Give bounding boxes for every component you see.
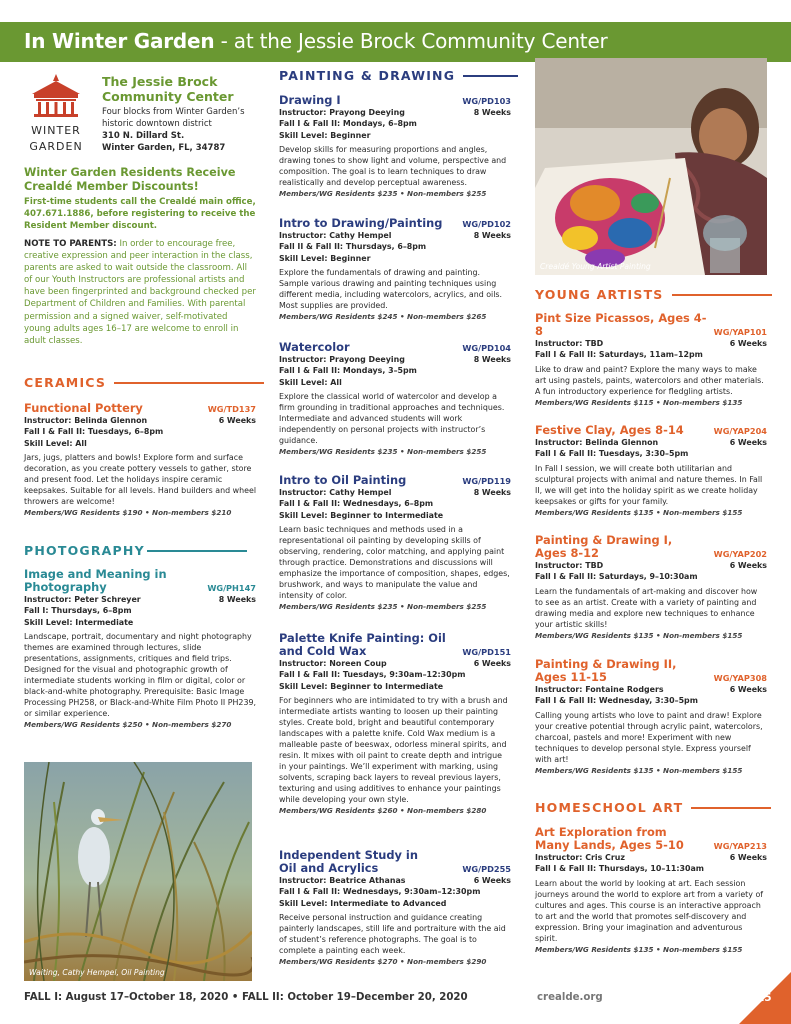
section-young-artists: YOUNG ARTISTS — [535, 287, 772, 302]
young-artist-caption: Crealdé Young Artist Painting — [540, 262, 651, 271]
course-festive-clay: Festive Clay, Ages 8-14 WG/YAP204 Instructor: Belinda Glennon 6 Weeks Fall I & Fall II: Tuesdays, 3:30–5pm In Fall I session, we will create both utilitarian and sculptural projects with animal and nature themes. In Fall II, we will get into the holiday spirit as we create holiday keepsakes or gifts for your family. Members/WG Residents $135 • Non-members $155 — [535, 423, 767, 517]
course-functional-pottery: Functional Pottery WG/TD137 Instructor: Belinda Glennon 6 Weeks Fall I & Fall II: Tuesdays, 6–8pm Skill Level: All Jars, jugs, platters and bowls! Explore form and surface decoration, as you create pottery vessels to gather, store and present food. Let the holidays inspire ceramic keepsakes. Suitable for all levels. Hand builders and wheel throwers are welcome! Members/WG Residents $190 • Non-members $210 — [24, 401, 257, 518]
course-independent-study: Independent Study in Oil and Acrylics WG/PD255 Instructor: Beatrice Athanas 6 Weeks Fall I & Fall II: Wednesdays, 9:30am–12:30pm Skill Level: Intermediate to Advanced Receive personal instruction and guidance creating painterly landscapes, still life and portraiture with the aid of student’s reference photographs. The goal is to complete a painting each week. Members/WG Residents $270 • Non-members $290 — [279, 848, 511, 967]
discount-heading: Winter Garden Residents Receive Crealdé Member Discounts! — [24, 166, 236, 193]
course-intro-drawing-painting: Intro to Drawing/Painting WG/PD102 Instructor: Cathy Hempel 8 Weeks Fall II & Fall II: Thursdays, 6–8pm Skill Level: Beginner Explore the fundamentals of drawing and painting. Sample various drawing and painting techniques using different media, including watercolors, acrylics, and oils. Most supplies are provided. Members/WG Residents $245 • Non-members $265 — [279, 216, 511, 322]
discount-subtext: First-time students call the Crealdé main office, 407.671.1886, before registering to receive the Resident Member discount. — [24, 197, 256, 231]
course-pint-size-picassos: Pint Size Picassos, Ages 4-8 WG/YAP101 Instructor: TBD 6 Weeks Fall I & Fall II: Saturdays, 11am–12pm Like to draw and paint? Explore the many ways to make art using pastels, paints, watercolors and other materials. A fun introductory experience for fledgling artists. Members/WG Residents $115 • Non-members $135 — [535, 311, 767, 407]
footer-website-link[interactable]: crealde.org — [537, 992, 603, 1003]
course-painting-drawing-1: Painting & Drawing I, Ages 8-12 WG/YAP202 Instructor: TBD 6 Weeks Fall I & Fall II: Saturdays, 9–10:30am Learn the fundamentals of art-making and discover how to see as an artist. Create with a variety of painting and drawing media and explore new techniques to enhance your artistic skills! Members/WG Residents $135 • Non-members $155 — [535, 533, 767, 640]
section-homeschool-art: HOMESCHOOL ART — [535, 800, 771, 815]
parents-note: NOTE TO PARENTS: In order to encourage free, creative expression and peer interaction in the class, parents are asked to wait outside the classroom. All of our Youth Instructors are professional artists and have been fingerprinted and background checked per Department of Children and Families. With parental permission and a signed waiver, self-motivated young adults ages 16–17 are welcome to enroll in adult classes. — [24, 239, 256, 346]
page-header-bar — [0, 22, 791, 62]
young-artist-photo — [535, 58, 767, 275]
page-header-title: In Winter Garden - at the Jessie Brock Community Center — [24, 29, 608, 53]
course-palette-knife: Palette Knife Painting: Oil and Cold Wax WG/PD151 Instructor: Noreen Coup 6 Weeks Fall I & Fall II: Tuesdays, 9:30am–12:30pm Skill Level: Beginner to Intermediate For beginners who are intimidated to try with a brush and intermediate artists wanting to loosen up their painting styles. Create bold, bright and beautiful contemporary landscapes with a palette knife. Cold Wax medium is a malleable paste of beeswax, odorless mineral spirits, and resin. It mixes with oil paint to create depth and intrigue in your paintings. We’ll experiment with marking, using solvents, scraping back layers to reveal previous layers, texturing and using additives to enhance your paintings while developing your own style. Members/WG Residents $260 • Non-members $280 — [279, 631, 511, 816]
center-title: The Jessie Brock Community Center — [102, 74, 234, 104]
course-art-exploration: Art Exploration from Many Lands, Ages 5-10 WG/YAP213 Instructor: Cris Cruz 6 Weeks Fall I & Fall II: Thursdays, 10–11:30am Learn about the world by looking at art. Each session journeys around the world to explore art from a variety of cultures and ages. This course is an interactive approach to art and the world that promotes self-discovery and expression. Bring your imagination and adventurous spirit. Members/WG Residents $135 • Non-members $155 — [535, 825, 767, 954]
course-painting-drawing-2: Painting & Drawing II, Ages 11-15 WG/YAP308 Instructor: Fontaine Rodgers 6 Weeks Fall I & Fall II: Wednesday, 3:30–5pm Calling young artists who love to paint and draw! Explore your creative potential through acrylic paint, watercolors, charcoal, pastels and more! Experiment with new techniques to develop personal style. Express yourself with art! Members/WG Residents $135 • Non-members $155 — [535, 657, 767, 775]
course-intro-oil-painting: Intro to Oil Painting WG/PD119 Instructor: Cathy Hempel 8 Weeks Fall I & Fall II: Wednesdays, 6–8pm Skill Level: Beginner to Intermediate Learn basic techniques and methods used in a representational oil painting by developing skills of observing, rendering, color matching, and applying paint through practice. Demonstrations and discussions will emphasize the importance of composition, shapes, edges, brushwork, and ways to manipulate the value and intensity of color. Members/WG Residents $235 • Non-members $255 — [279, 473, 511, 612]
svg-text:GARDEN: GARDEN — [29, 140, 83, 153]
section-painting-drawing: PAINTING & DRAWING — [279, 68, 518, 83]
course-drawing-1: Drawing I WG/PD103 Instructor: Prayong Deeying 8 Weeks Fall I & Fall II: Mondays, 6–8pm Skill Level: Beginner Develop skills for measuring proportions and angles, drawing tones to show light and volume, perspective and composition. The goal is to learn techniques to draw realistically and develop perceptual awareness. Members/WG Residents $235 • Non-members $255 — [279, 93, 511, 199]
page-number: 15 — [757, 992, 772, 1004]
course-image-meaning-photography: Image and Meaning in Photography WG/PH147 Instructor: Peter Schreyer 8 Weeks Fall I: Thursdays, 6–8pm Skill Level: Intermediate Landscape, portrait, documentary and night photography themes are examined through lectures, slide presentations, assignments, critiques and field trips. Designed for the visual and photographic growth of intermediate students working in film or digital, color or black-and-white photography. Prerequisite: Basic Image Processing PH258, or Black-and-White Film Photo II PH239, or similar experience. Members/WG Residents $250 • Non-members $270 — [24, 567, 256, 730]
footer-dates: FALL I: August 17–October 18, 2020 • FALL II: October 19–December 20, 2020 — [24, 992, 468, 1003]
winter-garden-logo — [24, 72, 88, 162]
section-ceramics: CERAMICS — [24, 375, 264, 390]
center-description: Four blocks from Winter Garden’s historic downtown district 310 N. Dillard St. Winter Garden, FL, 34787 — [102, 107, 245, 153]
heron-caption: Waiting, Cathy Hempel, Oil Painting — [29, 968, 165, 977]
section-photography: PHOTOGRAPHY — [24, 543, 247, 558]
svg-text:WINTER: WINTER — [31, 124, 81, 137]
heron-painting-photo — [24, 762, 252, 981]
course-watercolor: Watercolor WG/PD104 Instructor: Prayong Deeying 8 Weeks Fall I & Fall II: Mondays, 3–5pm Skill Level: All Explore the classical world of watercolor and develop a firm grounding in traditional approaches and techniques. Intermediate and advanced students will work independently on personal projects with instructor’s guidance. Members/WG Residents $235 • Non-members $255 — [279, 340, 511, 457]
